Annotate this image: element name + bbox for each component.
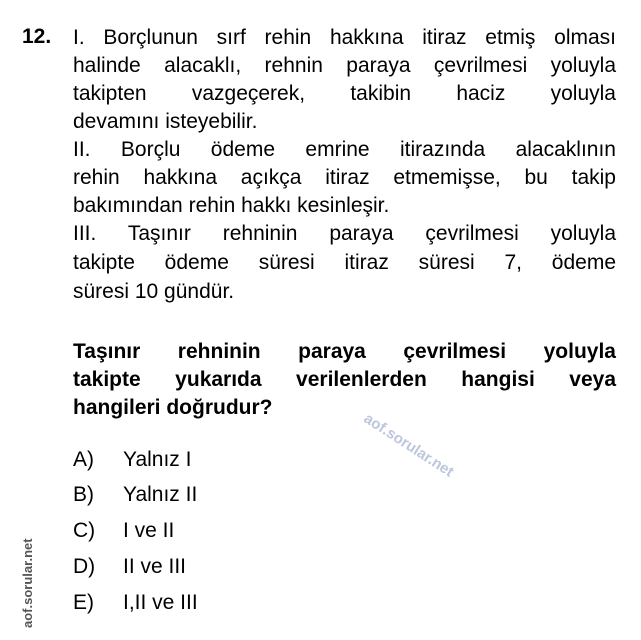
statement-line: rehin hakkına açıkça itiraz etmemişse, bu takip [73, 166, 616, 189]
watermark-vertical: aof.sorular.net [20, 538, 35, 628]
statement-line: takipte ödeme süresi itiraz süresi 7, ödeme [73, 251, 616, 274]
option-text: II ve III [123, 555, 187, 578]
option-letter: B) [73, 483, 94, 506]
option-b[interactable] [73, 482, 197, 508]
prompt-line: Taşınır rehninin paraya çevrilmesi yoluyla [73, 340, 616, 363]
option-text: I,II ve III [123, 591, 198, 614]
question-number: 12. [22, 25, 52, 48]
statement-line: II. Borçlu ödeme emrine itirazında alacaklının [73, 138, 616, 161]
prompt-line: hangileri doğrudur? [73, 396, 273, 419]
option-c[interactable] [73, 518, 174, 544]
option-text: Yalnız II [123, 483, 198, 506]
option-letter: E) [73, 591, 94, 614]
option-d[interactable] [73, 554, 186, 580]
statement-line: III. Taşınır rehninin paraya çevrilmesi yoluyla [73, 222, 616, 245]
option-letter: D) [73, 555, 96, 578]
prompt-line: takipte yukarıda verilenlerden hangisi veya [73, 368, 616, 391]
option-a[interactable] [73, 447, 191, 473]
watermark-diagonal: aof.sorular.net [360, 410, 457, 481]
option-letter: C) [73, 519, 96, 542]
option-letter: A) [73, 448, 94, 471]
statement-line: I. Borçlunun sırf rehin hakkına itiraz etmiş olması [73, 26, 616, 49]
statement-line: devamını isteyebilir. [73, 110, 258, 133]
option-e[interactable] [73, 590, 198, 616]
statement-line: takipten vazgeçerek, takibin haciz yoluyla [73, 82, 616, 105]
statement-line: süresi 10 gündür. [73, 280, 235, 303]
statement-line: bakımından rehin hakkı kesinleşir. [73, 194, 390, 217]
option-text: Yalnız I [123, 448, 192, 471]
statement-line: halinde alacaklı, rehnin paraya çevrilmesi yoluyla [73, 54, 616, 77]
option-text: I ve II [123, 519, 175, 542]
